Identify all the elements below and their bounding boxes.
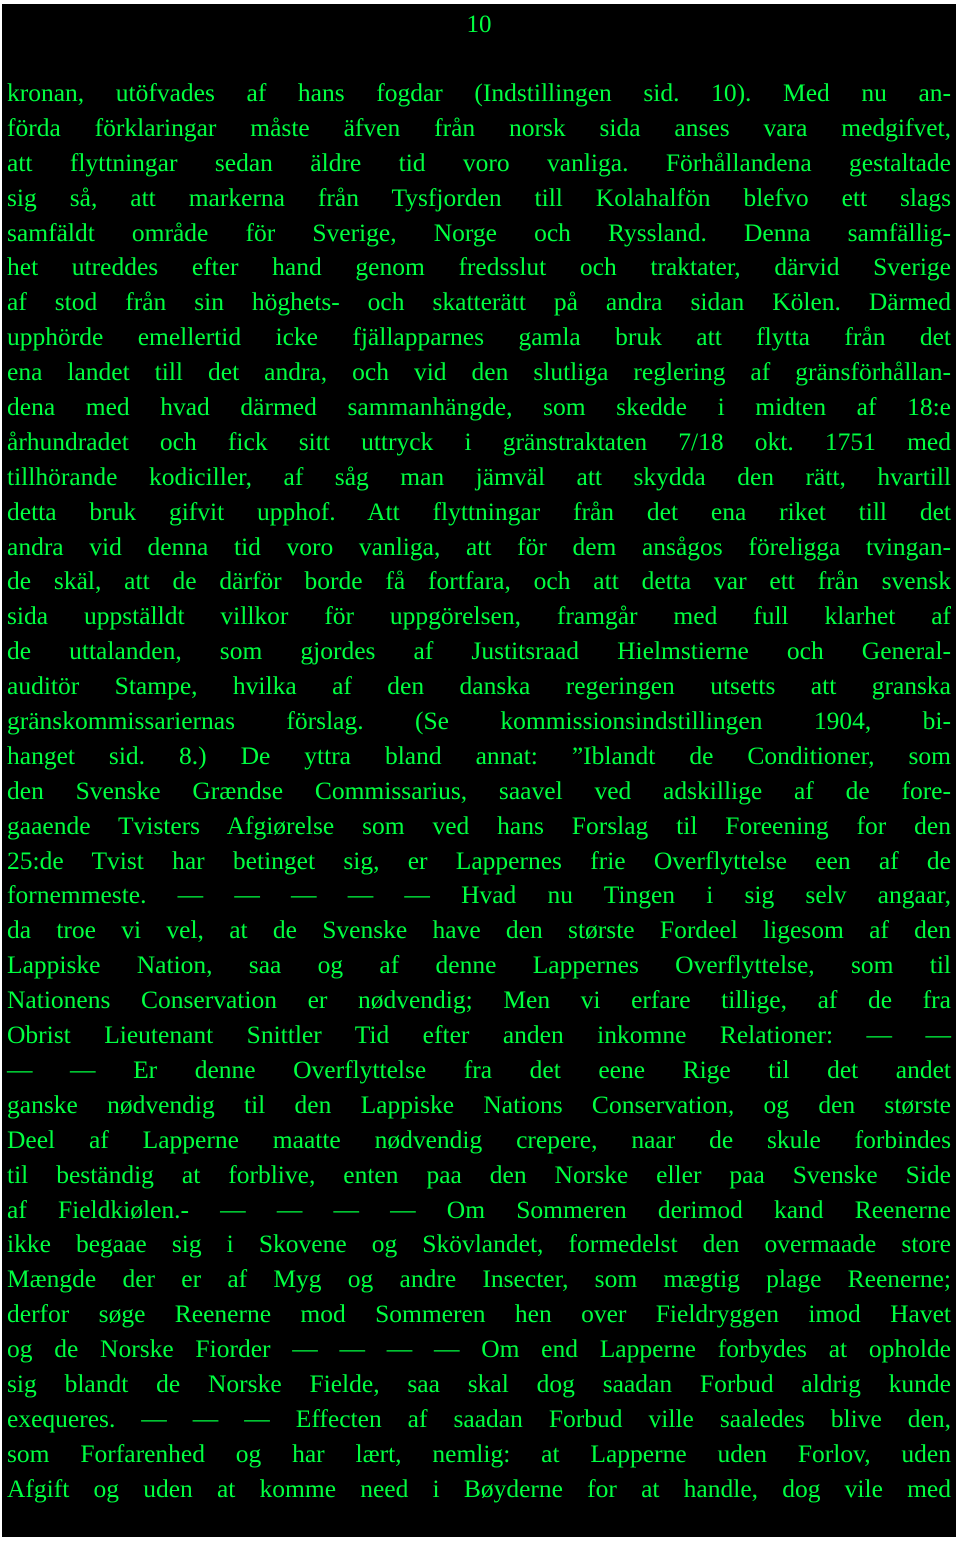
text-line: og de Norske Fiorder — — — — Om end Lapperne forbydes at opholde [7, 1334, 951, 1364]
text-line: att flyttningar sedan äldre tid voro vanliga. Förhållandena gestaltade [7, 147, 951, 177]
text-line: sida uppställdt villkor för uppgörelsen, framgår med full klarhet af [7, 601, 951, 631]
text-line: århundradet och fick sitt uttryck i gränstraktaten 7/18 okt. 1751 med [7, 426, 951, 456]
text-line: kronan, utöfvades af hans fogdar (Indstillingen sid. 10). Med nu an- [7, 78, 951, 107]
text-line: tillhörande kodiciller, af såg man jämväl att skydda den rätt, hvartill [7, 461, 951, 491]
text-line: Afgift og uden at komme need i Bøyderne for at handle, dog vile med [7, 1473, 951, 1503]
text-line: ena landet till det andra, och vid den slutliga reglering af gränsförhållan- [7, 357, 951, 387]
text-line: til beständig at forblive, enten paa den Norske eller paa Svenske Side [7, 1159, 951, 1189]
text-line: Mængde der er af Myg og andre Insecter, som mægtig plage Reenerne; [7, 1264, 951, 1294]
text-line: detta bruk gifvit upphof. Att flyttningar från det ena riket till det [7, 496, 951, 526]
text-line: andra vid denna tid voro vanliga, att för dem ansågos föreligga tvingan- [7, 531, 951, 561]
text-line: sig blandt de Norske Fielde, saa skal dog saadan Forbud aldrig kunde [7, 1368, 951, 1398]
text-line: dena med hvad därmed sammanhängde, som skedde i midten af 18:e [7, 392, 951, 422]
text-line: som Forfarenhed og har lært, nemlig: at Lapperne uden Forlov, uden [7, 1438, 951, 1468]
text-line: — — Er denne Overflyttelse fra det eene Rige til det andet [7, 1054, 951, 1084]
text-line: ikke begaae sig i Skovene og Skövlandet, formedelst den overmaade store [7, 1229, 951, 1259]
text-line: gaaende Tvisters Afgiørelse som ved hans Forslag til Foreening for den [7, 810, 951, 840]
page-number: 10 [466, 11, 492, 38]
text-line: af Fieldkiølen.- — — — — Om Sommeren derimod kand Reenerne [7, 1194, 951, 1224]
text-line: förda förklaringar måste äfven från norsk sida anses vara medgifvet, [7, 112, 951, 142]
text-line: da troe vi vel, at de Svenske have den største Fordeel ligesom af den [7, 915, 951, 945]
text-line: Obrist Lieutenant Snittler Tid efter anden inkomne Relationer: — — [7, 1020, 951, 1050]
text-line: hanget sid. 8.) De yttra bland annat: ”Iblandt de Conditioner, som [7, 740, 951, 770]
text-line: derfor søge Reenerne mod Sommeren hen over Fieldryggen imod Havet [7, 1299, 951, 1329]
text-line: de skäl, att de därför borde få fortfara, och att detta var ett från svensk [7, 566, 951, 596]
text-line: exequeres. — — — Effecten af saadan Forbud ville saaledes blive den, [7, 1403, 951, 1433]
text-line: den Svenske Grændse Commissarius, saavel ved adskillige af de fore- [7, 775, 951, 805]
text-line: sig så, att markerna från Tysfjorden till Kolahalfön blefvo ett slags [7, 182, 951, 212]
document-page [2, 4, 956, 1537]
text-line: 25:de Tvist har betinget sig, er Lappernes frie Overflyttelse een af de [7, 845, 951, 875]
text-line: ganske nødvendig til den Lappiske Nations Conservation, og den største [7, 1089, 951, 1119]
text-line: fornemmeste. — — — — — Hvad nu Tingen i sig selv angaar, [7, 880, 951, 910]
text-line: Lappiske Nation, saa og af denne Lappernes Overflyttelse, som til [7, 950, 951, 980]
text-line: Deel af Lapperne maatte nødvendig crepere, naar de skule forbindes [7, 1124, 951, 1154]
text-line: af stod från sin höghets- och skatterätt på andra sidan Kölen. Därmed [7, 287, 951, 317]
text-line: de uttalanden, som gjordes af Justitsraad Hielmstierne och General- [7, 636, 951, 666]
body-text [7, 76, 951, 1507]
text-line: gränskommissariernas förslag. (Se kommissionsindstillingen 1904, bi- [7, 706, 951, 736]
text-line: samfäldt område för Sverige, Norge och Ryssland. Denna samfällig- [7, 217, 951, 247]
text-line: het utreddes efter hand genom fredsslut och traktater, därvid Sverige [7, 252, 951, 282]
text-line: auditör Stampe, hvilka af den danska regeringen utsetts att granska [7, 671, 951, 701]
text-line: Nationens Conservation er nødvendig; Men vi erfare tillige, af de fra [7, 985, 951, 1015]
text-line: upphörde emellertid icke fjällapparnes gamla bruk att flytta från det [7, 322, 951, 352]
